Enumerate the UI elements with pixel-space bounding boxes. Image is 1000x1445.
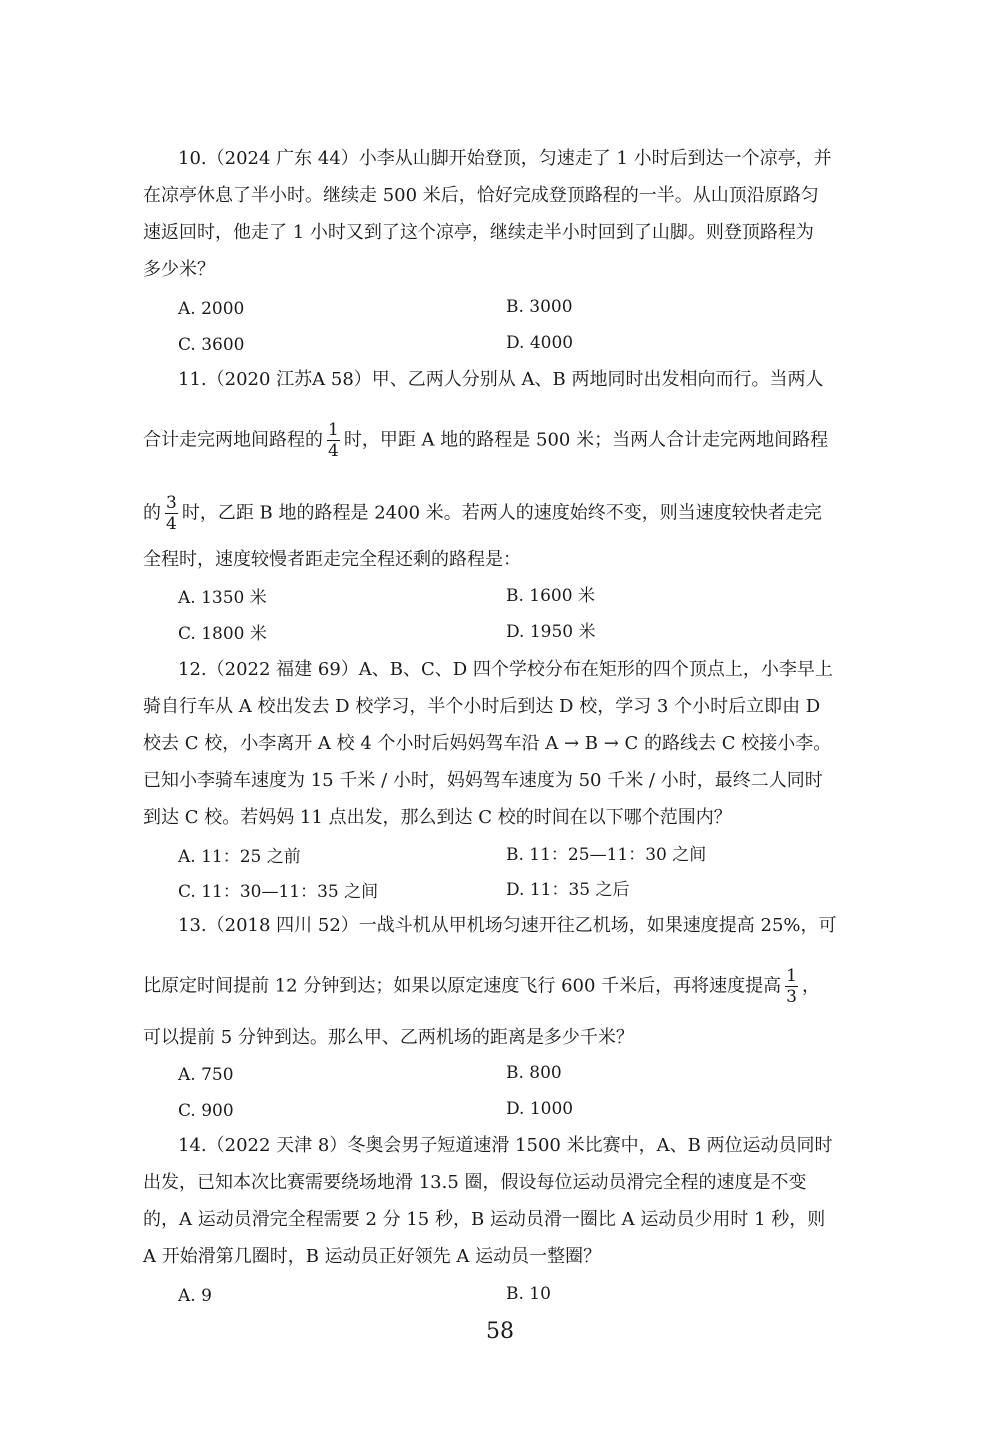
q11-line-3 <box>143 493 822 534</box>
q14-line-4: A 开始滑第几圈时，B 运动员正好领先 A 运动员一整圈？ <box>143 1246 602 1267</box>
fraction-denominator: 4 <box>166 514 177 534</box>
fraction-denominator: 3 <box>786 987 797 1007</box>
fraction-numerator: 3 <box>166 493 177 513</box>
fraction-one-quarter <box>327 420 340 461</box>
q14-option-b: B. 10 <box>506 1284 551 1304</box>
q13-option-b: B. 800 <box>506 1063 562 1083</box>
q12-option-c: C. 11：30—11：35 之间 <box>178 882 379 902</box>
fraction-three-quarters <box>165 493 178 534</box>
q12-option-b: B. 11：25—11：30 之间 <box>506 845 707 865</box>
q10-option-d: D. 4000 <box>506 333 574 353</box>
q12-line-2: 骑自行车从 A 校出发去 D 校学习，半个小时后到达 D 校，学习 3 个小时后立即由 D <box>143 696 821 717</box>
q10-line-4: 多少米？ <box>143 259 215 280</box>
q10-line-2: 在凉亭休息了半小时。继续走 500 米后，恰好完成登顶路程的一半。从山顶沿原路匀 <box>143 185 819 206</box>
q11-option-a: A. 1350 米 <box>178 588 267 608</box>
fraction-numerator: 1 <box>786 966 797 986</box>
q12-option-d: D. 11：35 之后 <box>506 880 630 900</box>
q10-line-1: 10.（2024 广东 44）小李从山脚开始登顶，匀速走了 1 小时后到达一个凉亭，并 <box>178 148 832 169</box>
q10-line-3: 速返回时，他走了 1 小时又到了这个凉亭，继续走半小时回到了山脚。则登顶路程为 <box>143 222 814 243</box>
fraction-numerator: 1 <box>328 420 339 440</box>
q11-line-3-text-b: 时，乙距 B 地的路程是 2400 米。若两人的速度始终不变，则当速度较快者走完 <box>181 502 822 524</box>
q14-line-3: 的，A 运动员滑完全程需要 2 分 15 秒，B 运动员滑一圈比 A 运动员少用时 1 秒，则 <box>143 1209 826 1230</box>
q10-option-c: C. 3600 <box>178 335 245 355</box>
q11-line-2 <box>143 420 828 461</box>
q13-line-2-text-b: ， <box>801 975 820 997</box>
q13-line-2-text-a: 比原定时间提前 12 分钟到达；如果以原定速度飞行 600 千米后，再将速度提高 <box>143 975 782 997</box>
page-number: 58 <box>486 1319 514 1344</box>
q11-line-3-text-a: 的 <box>143 502 161 524</box>
q11-line-2-text-a: 合计走完两地间路程的 <box>143 429 323 451</box>
q13-option-a: A. 750 <box>178 1065 234 1085</box>
q12-line-5: 到达 C 校。若妈妈 11 点出发，那么到达 C 校的时间在以下哪个范围内？ <box>143 807 732 828</box>
q13-option-c: C. 900 <box>178 1101 234 1121</box>
fraction-one-third <box>785 966 798 1007</box>
q10-option-b: B. 3000 <box>506 297 573 317</box>
q11-option-b: B. 1600 米 <box>506 586 595 606</box>
q13-option-d: D. 1000 <box>506 1099 574 1119</box>
q12-line-3: 校去 C 校，小李离开 A 校 4 个小时后妈妈驾车沿 A → B → C 的路线去 C 校接小李。 <box>143 733 832 754</box>
q13-line-3: 可以提前 5 分钟到达。那么甲、乙两机场的距离是多少千米？ <box>143 1027 634 1048</box>
q12-option-a: A. 11：25 之前 <box>178 847 301 867</box>
q12-line-1: 12.（2022 福建 69）A、B、C、D 四个学校分布在矩形的四个顶点上，小李早上 <box>178 659 833 680</box>
q13-line-1: 13.（2018 四川 52）一战斗机从甲机场匀速开往乙机场，如果速度提高 25%，可 <box>178 915 837 936</box>
q11-line-1: 11.（2020 江苏A 58）甲、乙两人分别从 A、B 两地同时出发相向而行。当两人 <box>178 369 824 390</box>
q13-line-2 <box>143 966 820 1007</box>
q14-option-a: A. 9 <box>178 1286 212 1306</box>
q10-option-a: A. 2000 <box>178 299 245 319</box>
q11-option-c: C. 1800 米 <box>178 624 267 644</box>
q14-line-1: 14.（2022 天津 8）冬奥会男子短道速滑 1500 米比赛中，A、B 两位运动员同时 <box>178 1135 833 1156</box>
fraction-denominator: 4 <box>328 441 339 461</box>
q11-line-2-text-b: 时，甲距 A 地的路程是 500 米；当两人合计走完两地间路程 <box>343 429 829 451</box>
q11-line-4: 全程时，速度较慢者距走完全程还剩的路程是： <box>143 549 521 570</box>
q12-line-4: 已知小李骑车速度为 15 千米 / 小时，妈妈驾车速度为 50 千米 / 小时，最终二人同时 <box>143 770 823 791</box>
q14-line-2: 出发，已知本次比赛需要绕场地滑 13.5 圈，假设每位运动员滑完全程的速度是不变 <box>143 1172 807 1193</box>
q11-option-d: D. 1950 米 <box>506 622 596 642</box>
